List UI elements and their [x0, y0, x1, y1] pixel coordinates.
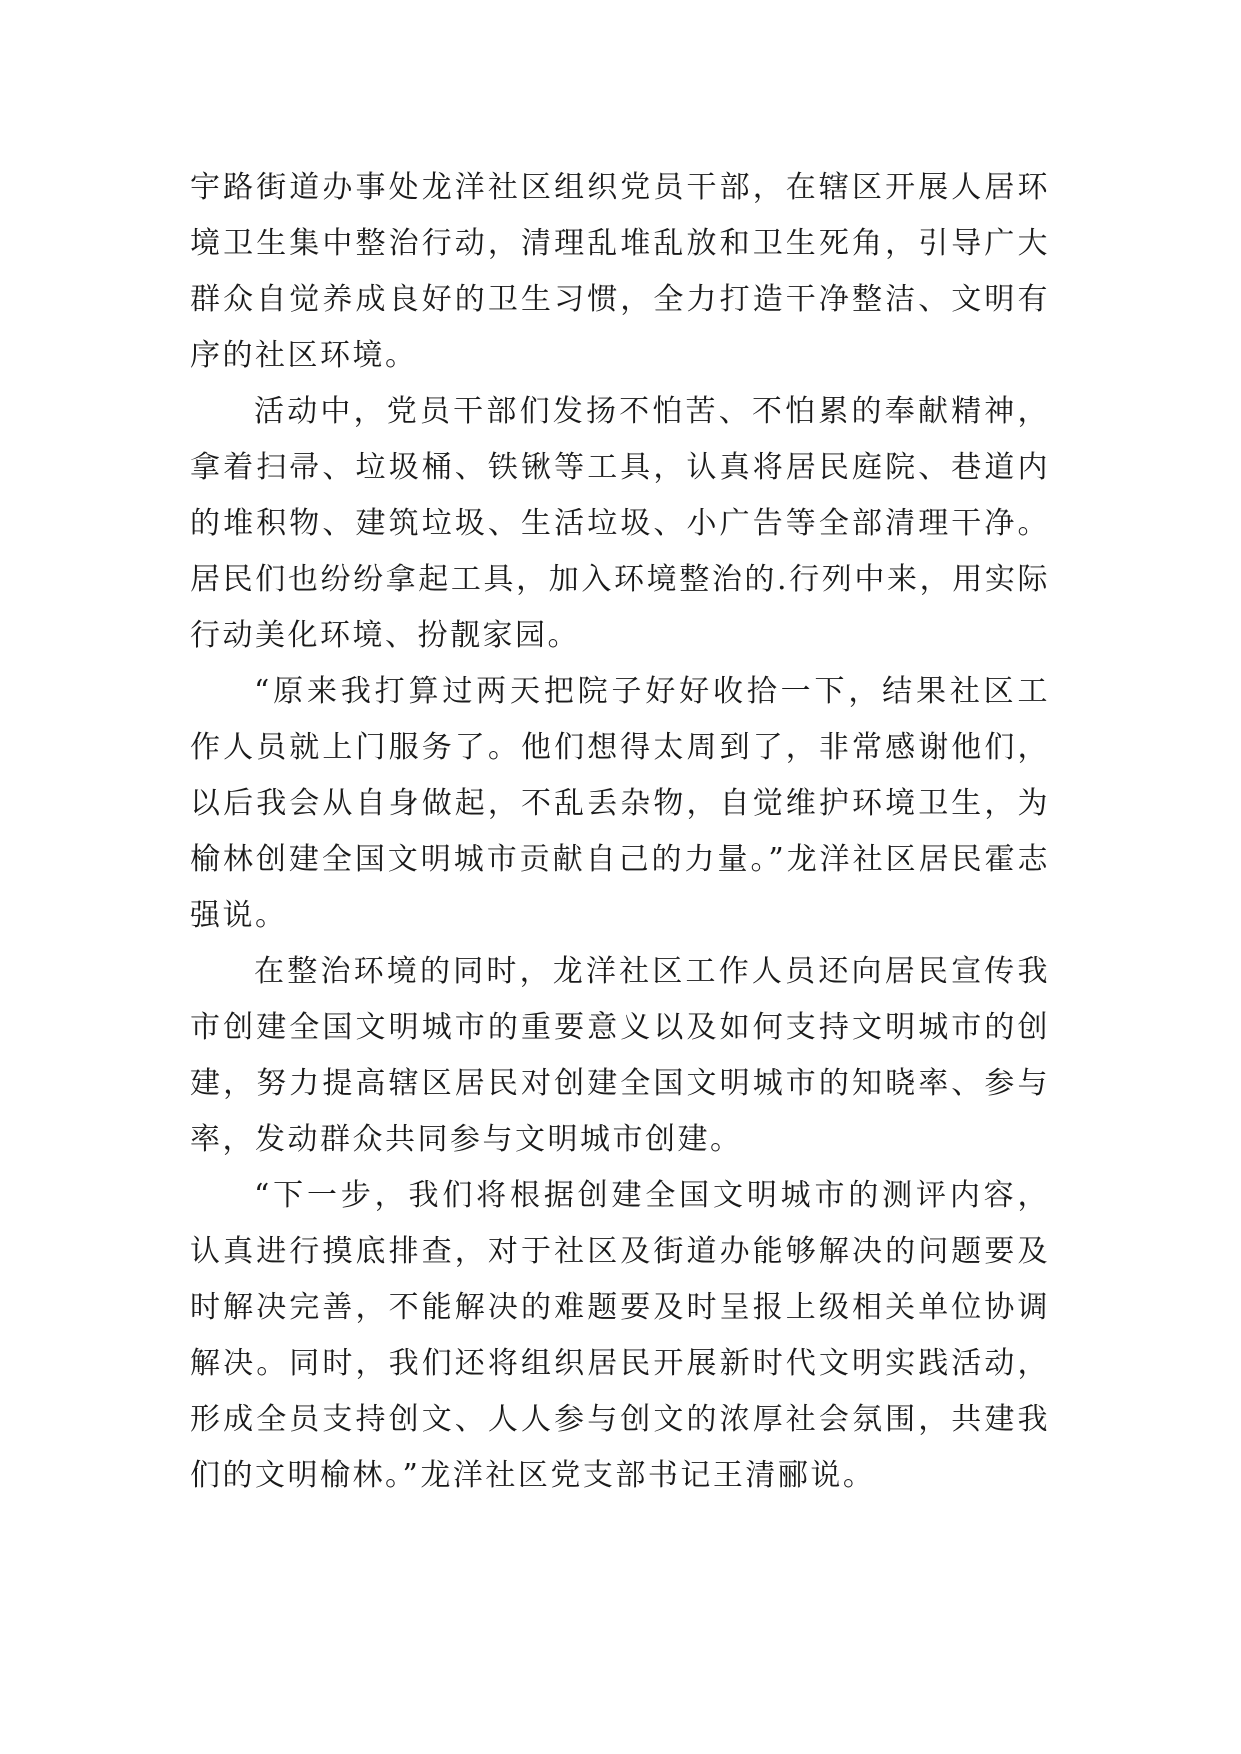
- paragraph-5: “下一步，我们将根据创建全国文明城市的测评内容，认真进行摸底排查，对于社区及街道办能够解决的问题要及时解决完善，不能解决的难题要及时呈报上级相关单位协调解决。同时，我们还将组织居民开展新时代文明实践活动，形成全员支持创文、人人参与创文的浓厚社会氛围，共建我们的文明榆林。”龙洋社区党支部书记王清郦说。: [190, 1178, 1050, 1493]
- paragraph-3: “原来我打算过两天把院子好好收拾一下，结果社区工作人员就上门服务了。他们想得太周到了，非常感谢他们，以后我会从自身做起，不乱丢杂物，自觉维护环境卫生，为榆林创建全国文明城市贡献自己的力量。”龙洋社区居民霍志强说。: [190, 674, 1050, 933]
- paragraph-2: 活动中，党员干部们发扬不怕苦、不怕累的奉献精神，拿着扫帚、垃圾桶、铁锹等工具，认真将居民庭院、巷道内的堆积物、建筑垃圾、生活垃圾、小广告等全部清理干净。居民们也纷纷拿起工具，加入环境整治的.行列中来，用实际行动美化环境、扮靓家园。: [190, 394, 1050, 653]
- paragraph-4: 在整治环境的同时，龙洋社区工作人员还向居民宣传我市创建全国文明城市的重要意义以及如何支持文明城市的创建，努力提高辖区居民对创建全国文明城市的知晓率、参与率，发动群众共同参与文明城市创建。: [190, 954, 1050, 1157]
- paragraph-1: 宇路街道办事处龙洋社区组织党员干部，在辖区开展人居环境卫生集中整治行动，清理乱堆乱放和卫生死角，引导广大群众自觉养成良好的卫生习惯，全力打造干净整洁、文明有序的社区环境。: [190, 170, 1050, 373]
- article-body: [190, 160, 1050, 1504]
